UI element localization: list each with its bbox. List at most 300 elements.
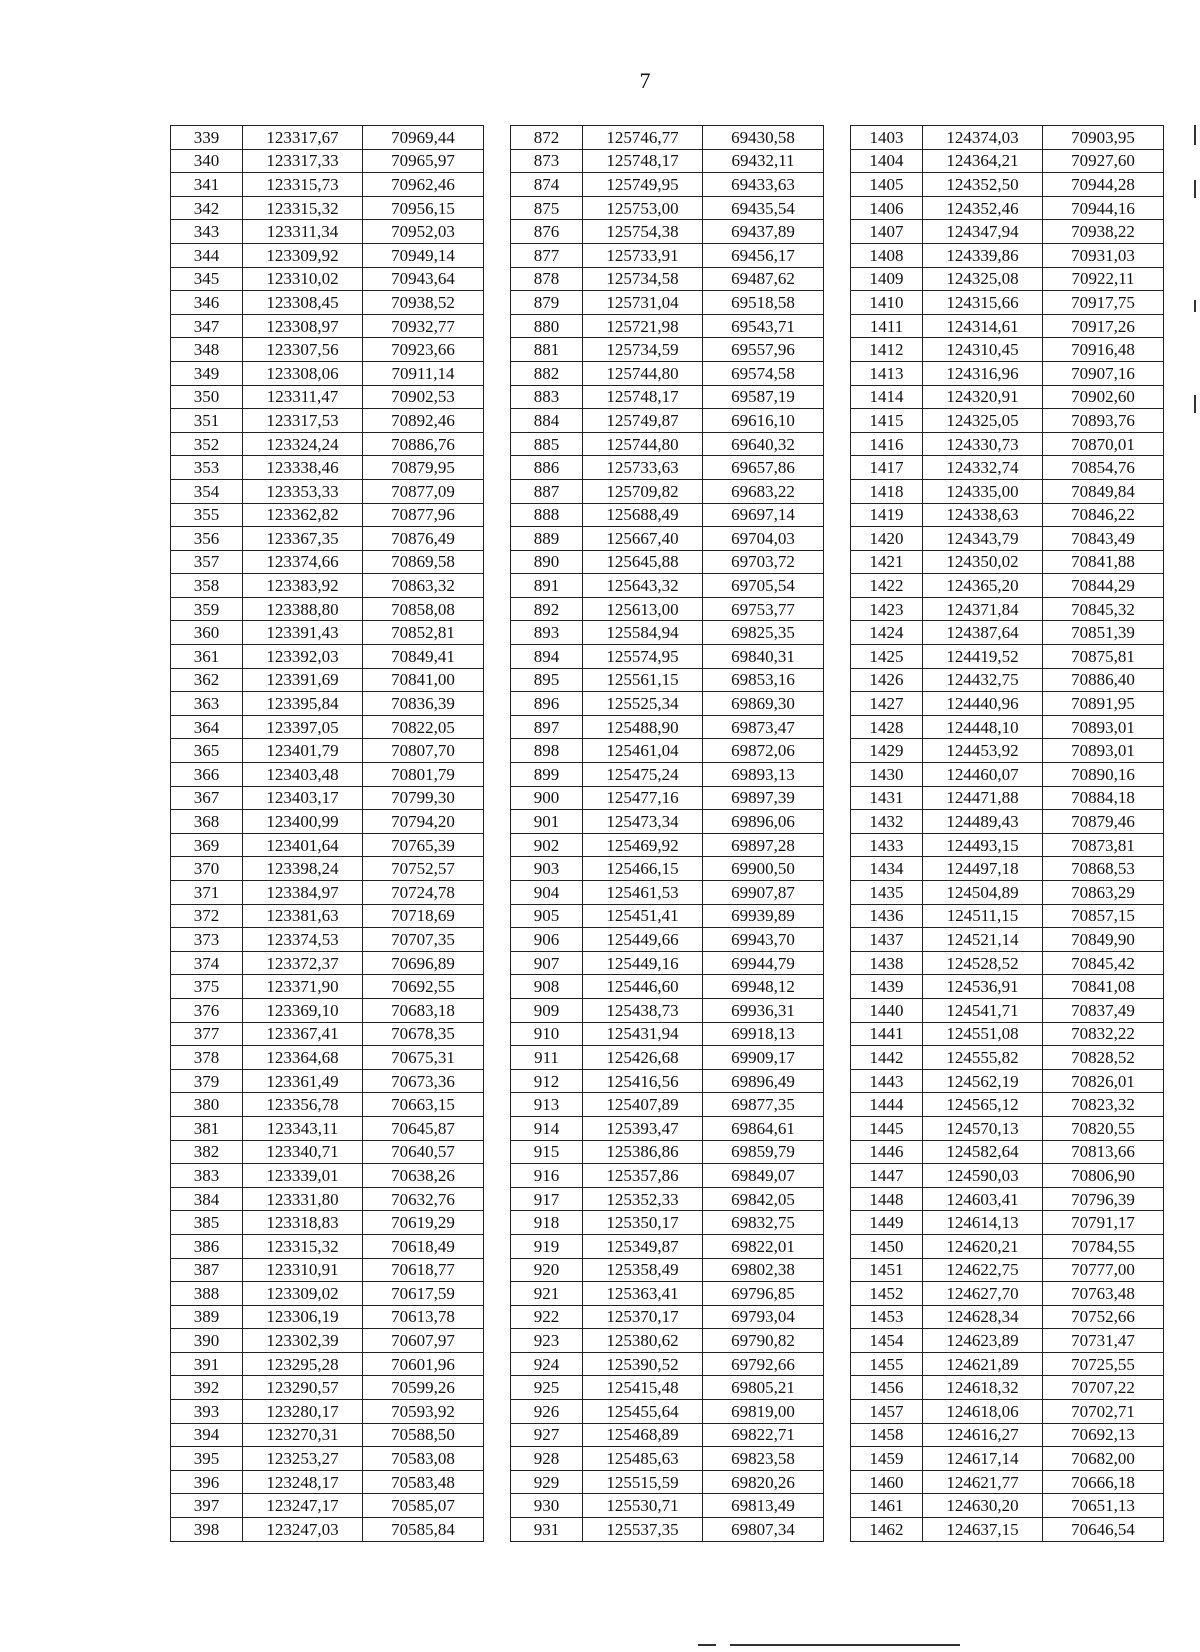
table-row: [171, 597, 1164, 621]
y-cell: 70799,30: [363, 786, 484, 810]
x-cell: 124489,43: [923, 810, 1043, 834]
y-cell: 70807,70: [363, 739, 484, 763]
point-cell: 1426: [851, 668, 923, 692]
x-cell: 123318,83: [243, 1211, 363, 1235]
block-separator: [824, 409, 851, 433]
point-cell: 395: [171, 1447, 243, 1471]
x-cell: 124374,03: [923, 126, 1043, 150]
point-cell: 346: [171, 291, 243, 315]
x-cell: 125380,62: [583, 1329, 703, 1353]
y-cell: 69683,22: [703, 479, 824, 503]
x-cell: 124511,15: [923, 904, 1043, 928]
x-cell: 124332,74: [923, 456, 1043, 480]
x-cell: 125485,63: [583, 1447, 703, 1471]
y-cell: 70791,17: [1043, 1211, 1164, 1235]
block-separator: [824, 1211, 851, 1235]
x-cell: 125645,88: [583, 550, 703, 574]
y-cell: 70696,89: [363, 951, 484, 975]
point-cell: 1411: [851, 314, 923, 338]
block-separator: [484, 715, 511, 739]
x-cell: 123388,80: [243, 597, 363, 621]
x-cell: 125584,94: [583, 621, 703, 645]
y-cell: 69948,12: [703, 975, 824, 999]
table-row: [171, 645, 1164, 669]
table-row: [171, 1258, 1164, 1282]
point-cell: 361: [171, 645, 243, 669]
y-cell: 70949,14: [363, 243, 484, 267]
point-cell: 366: [171, 763, 243, 787]
point-cell: 1454: [851, 1329, 923, 1353]
x-cell: 124316,96: [923, 361, 1043, 385]
x-cell: 123403,48: [243, 763, 363, 787]
block-separator: [484, 951, 511, 975]
y-cell: 69944,79: [703, 951, 824, 975]
x-cell: 125753,00: [583, 196, 703, 220]
y-cell: 70863,32: [363, 574, 484, 598]
y-cell: 70873,81: [1043, 833, 1164, 857]
table-row: [171, 904, 1164, 928]
y-cell: 69823,58: [703, 1447, 824, 1471]
point-cell: 892: [511, 597, 583, 621]
x-cell: 125748,17: [583, 385, 703, 409]
block-separator: [824, 975, 851, 999]
y-cell: 70583,48: [363, 1470, 484, 1494]
point-cell: 350: [171, 385, 243, 409]
scan-edge-mark: [1194, 180, 1196, 198]
point-cell: 381: [171, 1116, 243, 1140]
y-cell: 70585,84: [363, 1518, 484, 1542]
y-cell: 69909,17: [703, 1046, 824, 1070]
block-separator: [824, 621, 851, 645]
x-cell: 124315,66: [923, 291, 1043, 315]
y-cell: 69907,87: [703, 881, 824, 905]
point-cell: 1427: [851, 692, 923, 716]
y-cell: 69430,58: [703, 126, 824, 150]
y-cell: 70932,77: [363, 314, 484, 338]
x-cell: 124504,89: [923, 881, 1043, 905]
x-cell: 125350,17: [583, 1211, 703, 1235]
point-cell: 1407: [851, 220, 923, 244]
point-cell: 913: [511, 1093, 583, 1117]
x-cell: 125426,68: [583, 1046, 703, 1070]
point-cell: 1447: [851, 1164, 923, 1188]
y-cell: 70911,14: [363, 361, 484, 385]
x-cell: 125744,80: [583, 432, 703, 456]
y-cell: 70962,46: [363, 173, 484, 197]
x-cell: 123290,57: [243, 1376, 363, 1400]
point-cell: 904: [511, 881, 583, 905]
x-cell: 124347,94: [923, 220, 1043, 244]
y-cell: 69918,13: [703, 1022, 824, 1046]
y-cell: 70886,40: [1043, 668, 1164, 692]
x-cell: 124621,89: [923, 1352, 1043, 1376]
point-cell: 1433: [851, 833, 923, 857]
x-cell: 123253,27: [243, 1447, 363, 1471]
table-row: [171, 763, 1164, 787]
block-separator: [824, 1376, 851, 1400]
point-cell: 1415: [851, 409, 923, 433]
point-cell: 929: [511, 1470, 583, 1494]
y-cell: 70638,26: [363, 1164, 484, 1188]
block-separator: [484, 149, 511, 173]
y-cell: 70843,49: [1043, 527, 1164, 551]
y-cell: 70902,60: [1043, 385, 1164, 409]
point-cell: 364: [171, 715, 243, 739]
x-cell: 124387,64: [923, 621, 1043, 645]
x-cell: 123339,01: [243, 1164, 363, 1188]
point-cell: 1432: [851, 810, 923, 834]
block-separator: [484, 668, 511, 692]
y-cell: 70663,15: [363, 1093, 484, 1117]
table-row: [171, 1305, 1164, 1329]
x-cell: 125477,16: [583, 786, 703, 810]
x-cell: 123371,90: [243, 975, 363, 999]
x-cell: 125525,34: [583, 692, 703, 716]
point-cell: 340: [171, 149, 243, 173]
table-row: [171, 621, 1164, 645]
x-cell: 125667,40: [583, 527, 703, 551]
x-cell: 123397,05: [243, 715, 363, 739]
block-separator: [824, 763, 851, 787]
x-cell: 124453,92: [923, 739, 1043, 763]
point-cell: 376: [171, 998, 243, 1022]
point-cell: 373: [171, 928, 243, 952]
block-separator: [824, 1046, 851, 1070]
y-cell: 70944,16: [1043, 196, 1164, 220]
y-cell: 69893,13: [703, 763, 824, 787]
x-cell: 124620,21: [923, 1234, 1043, 1258]
y-cell: 69790,82: [703, 1329, 824, 1353]
block-separator: [484, 1400, 511, 1424]
x-cell: 123338,46: [243, 456, 363, 480]
table-row: [171, 692, 1164, 716]
y-cell: 69936,31: [703, 998, 824, 1022]
x-cell: 124352,50: [923, 173, 1043, 197]
y-cell: 70931,03: [1043, 243, 1164, 267]
x-cell: 123367,35: [243, 527, 363, 551]
y-cell: 70794,20: [363, 810, 484, 834]
y-cell: 69840,31: [703, 645, 824, 669]
point-cell: 886: [511, 456, 583, 480]
y-cell: 70845,42: [1043, 951, 1164, 975]
point-cell: 890: [511, 550, 583, 574]
point-cell: 1422: [851, 574, 923, 598]
point-cell: 1444: [851, 1093, 923, 1117]
x-cell: 124330,73: [923, 432, 1043, 456]
table-row: [171, 409, 1164, 433]
point-cell: 391: [171, 1352, 243, 1376]
point-cell: 1455: [851, 1352, 923, 1376]
table-row: [171, 1022, 1164, 1046]
y-cell: 69864,61: [703, 1116, 824, 1140]
y-cell: 70944,28: [1043, 173, 1164, 197]
point-cell: 884: [511, 409, 583, 433]
x-cell: 123315,32: [243, 1234, 363, 1258]
block-separator: [824, 1282, 851, 1306]
point-cell: 885: [511, 432, 583, 456]
block-separator: [824, 597, 851, 621]
x-cell: 124310,45: [923, 338, 1043, 362]
table-row: [171, 1376, 1164, 1400]
y-cell: 70870,01: [1043, 432, 1164, 456]
x-cell: 124335,00: [923, 479, 1043, 503]
point-cell: 1448: [851, 1187, 923, 1211]
point-cell: 1403: [851, 126, 923, 150]
y-cell: 70902,53: [363, 385, 484, 409]
point-cell: 393: [171, 1400, 243, 1424]
block-separator: [824, 385, 851, 409]
x-cell: 125461,53: [583, 881, 703, 905]
y-cell: 70969,44: [363, 126, 484, 150]
x-cell: 124618,32: [923, 1376, 1043, 1400]
point-cell: 917: [511, 1187, 583, 1211]
x-cell: 125488,90: [583, 715, 703, 739]
point-cell: 378: [171, 1046, 243, 1070]
table-row: [171, 1069, 1164, 1093]
y-cell: 70806,90: [1043, 1164, 1164, 1188]
block-separator: [484, 1329, 511, 1353]
point-cell: 1439: [851, 975, 923, 999]
point-cell: 1441: [851, 1022, 923, 1046]
x-cell: 123400,99: [243, 810, 363, 834]
point-cell: 911: [511, 1046, 583, 1070]
block-separator: [484, 692, 511, 716]
point-cell: 907: [511, 951, 583, 975]
y-cell: 69704,03: [703, 527, 824, 551]
block-separator: [824, 243, 851, 267]
block-separator: [484, 621, 511, 645]
y-cell: 70849,84: [1043, 479, 1164, 503]
x-cell: 125748,17: [583, 149, 703, 173]
table-row: [171, 1116, 1164, 1140]
y-cell: 70938,22: [1043, 220, 1164, 244]
y-cell: 69697,14: [703, 503, 824, 527]
x-cell: 123308,97: [243, 314, 363, 338]
y-cell: 69437,89: [703, 220, 824, 244]
x-cell: 124555,82: [923, 1046, 1043, 1070]
point-cell: 1424: [851, 621, 923, 645]
y-cell: 70879,95: [363, 456, 484, 480]
x-cell: 124562,19: [923, 1069, 1043, 1093]
y-cell: 70640,57: [363, 1140, 484, 1164]
point-cell: 878: [511, 267, 583, 291]
table-row: [171, 1164, 1164, 1188]
x-cell: 125393,47: [583, 1116, 703, 1140]
y-cell: 70893,01: [1043, 739, 1164, 763]
block-separator: [484, 479, 511, 503]
point-cell: 879: [511, 291, 583, 315]
x-cell: 123383,92: [243, 574, 363, 598]
y-cell: 70875,81: [1043, 645, 1164, 669]
y-cell: 70952,03: [363, 220, 484, 244]
y-cell: 70965,97: [363, 149, 484, 173]
x-cell: 123374,53: [243, 928, 363, 952]
y-cell: 70844,29: [1043, 574, 1164, 598]
block-separator: [484, 1164, 511, 1188]
y-cell: 69657,86: [703, 456, 824, 480]
y-cell: 69842,05: [703, 1187, 824, 1211]
table-row: [171, 1447, 1164, 1471]
x-cell: 125363,41: [583, 1282, 703, 1306]
point-cell: 1431: [851, 786, 923, 810]
point-cell: 396: [171, 1470, 243, 1494]
point-cell: 899: [511, 763, 583, 787]
y-cell: 70619,29: [363, 1211, 484, 1235]
point-cell: 910: [511, 1022, 583, 1046]
y-cell: 70869,58: [363, 550, 484, 574]
x-cell: 124637,15: [923, 1518, 1043, 1542]
block-separator: [484, 1187, 511, 1211]
y-cell: 69900,50: [703, 857, 824, 881]
point-cell: 380: [171, 1093, 243, 1117]
x-cell: 125688,49: [583, 503, 703, 527]
table-row: [171, 857, 1164, 881]
table-row: [171, 574, 1164, 598]
point-cell: 1418: [851, 479, 923, 503]
point-cell: 392: [171, 1376, 243, 1400]
point-cell: 889: [511, 527, 583, 551]
point-cell: 897: [511, 715, 583, 739]
y-cell: 70851,39: [1043, 621, 1164, 645]
y-cell: 69753,77: [703, 597, 824, 621]
y-cell: 70852,81: [363, 621, 484, 645]
point-cell: 370: [171, 857, 243, 881]
point-cell: 1409: [851, 267, 923, 291]
y-cell: 70884,18: [1043, 786, 1164, 810]
x-cell: 125438,73: [583, 998, 703, 1022]
y-cell: 69487,62: [703, 267, 824, 291]
y-cell: 69822,71: [703, 1423, 824, 1447]
x-cell: 125407,89: [583, 1093, 703, 1117]
point-cell: 925: [511, 1376, 583, 1400]
point-cell: 1446: [851, 1140, 923, 1164]
block-separator: [484, 998, 511, 1022]
block-separator: [824, 361, 851, 385]
point-cell: 365: [171, 739, 243, 763]
y-cell: 70879,46: [1043, 810, 1164, 834]
y-cell: 70943,64: [363, 267, 484, 291]
y-cell: 70828,52: [1043, 1046, 1164, 1070]
x-cell: 124536,91: [923, 975, 1043, 999]
x-cell: 125733,63: [583, 456, 703, 480]
point-cell: 355: [171, 503, 243, 527]
x-cell: 124614,13: [923, 1211, 1043, 1235]
point-cell: 358: [171, 574, 243, 598]
x-cell: 125643,32: [583, 574, 703, 598]
y-cell: 70923,66: [363, 338, 484, 362]
x-cell: 123391,43: [243, 621, 363, 645]
point-cell: 349: [171, 361, 243, 385]
point-cell: 909: [511, 998, 583, 1022]
block-separator: [824, 527, 851, 551]
y-cell: 70613,78: [363, 1305, 484, 1329]
point-cell: 389: [171, 1305, 243, 1329]
block-separator: [484, 1046, 511, 1070]
table-row: [171, 1518, 1164, 1542]
block-separator: [484, 196, 511, 220]
y-cell: 69616,10: [703, 409, 824, 433]
x-cell: 124448,10: [923, 715, 1043, 739]
block-separator: [824, 503, 851, 527]
x-cell: 124621,77: [923, 1470, 1043, 1494]
x-cell: 124365,20: [923, 574, 1043, 598]
block-separator: [484, 1116, 511, 1140]
point-cell: 385: [171, 1211, 243, 1235]
block-separator: [484, 314, 511, 338]
point-cell: 1449: [851, 1211, 923, 1235]
x-cell: 125370,17: [583, 1305, 703, 1329]
block-separator: [484, 1211, 511, 1235]
block-separator: [824, 1518, 851, 1542]
y-cell: 69897,28: [703, 833, 824, 857]
table-row: [171, 220, 1164, 244]
table-row: [171, 1046, 1164, 1070]
x-cell: 125461,04: [583, 739, 703, 763]
y-cell: 69873,47: [703, 715, 824, 739]
y-cell: 69813,49: [703, 1494, 824, 1518]
point-cell: 339: [171, 126, 243, 150]
point-cell: 1421: [851, 550, 923, 574]
x-cell: 124325,08: [923, 267, 1043, 291]
y-cell: 70618,49: [363, 1234, 484, 1258]
point-cell: 1435: [851, 881, 923, 905]
point-cell: 342: [171, 196, 243, 220]
point-cell: 1413: [851, 361, 923, 385]
block-separator: [824, 881, 851, 905]
table-row: [171, 881, 1164, 905]
point-cell: 357: [171, 550, 243, 574]
block-separator: [824, 1447, 851, 1471]
y-cell: 69796,85: [703, 1282, 824, 1306]
table-row: [171, 456, 1164, 480]
y-cell: 69435,54: [703, 196, 824, 220]
x-cell: 125357,86: [583, 1164, 703, 1188]
x-cell: 123364,68: [243, 1046, 363, 1070]
x-cell: 123315,73: [243, 173, 363, 197]
point-cell: 353: [171, 456, 243, 480]
block-separator: [824, 668, 851, 692]
table-row: [171, 715, 1164, 739]
coordinates-table: [170, 125, 1164, 1542]
point-cell: 1430: [851, 763, 923, 787]
y-cell: 70854,76: [1043, 456, 1164, 480]
block-separator: [824, 1187, 851, 1211]
point-cell: 893: [511, 621, 583, 645]
point-cell: 1445: [851, 1116, 923, 1140]
y-cell: 70752,66: [1043, 1305, 1164, 1329]
block-separator: [484, 1518, 511, 1542]
table-row: [171, 810, 1164, 834]
x-cell: 125613,00: [583, 597, 703, 621]
point-cell: 360: [171, 621, 243, 645]
y-cell: 70599,26: [363, 1376, 484, 1400]
point-cell: 394: [171, 1423, 243, 1447]
x-cell: 125475,24: [583, 763, 703, 787]
x-cell: 125530,71: [583, 1494, 703, 1518]
y-cell: 70784,55: [1043, 1234, 1164, 1258]
point-cell: 888: [511, 503, 583, 527]
y-cell: 69849,07: [703, 1164, 824, 1188]
x-cell: 123317,67: [243, 126, 363, 150]
point-cell: 898: [511, 739, 583, 763]
table-row: [171, 998, 1164, 1022]
x-cell: 124493,15: [923, 833, 1043, 857]
block-separator: [824, 715, 851, 739]
x-cell: 125416,56: [583, 1069, 703, 1093]
block-separator: [484, 975, 511, 999]
point-cell: 1453: [851, 1305, 923, 1329]
point-cell: 1404: [851, 149, 923, 173]
